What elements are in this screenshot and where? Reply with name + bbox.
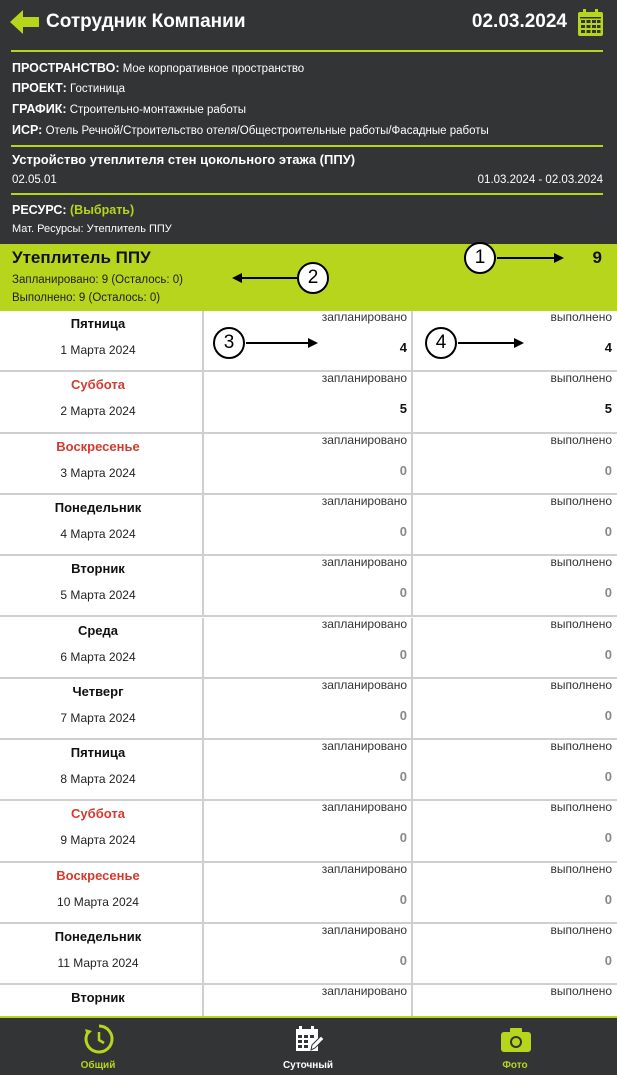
resource-name: Утеплитель ППУ bbox=[12, 248, 151, 267]
day-cell bbox=[0, 495, 202, 554]
done-cell[interactable] bbox=[411, 434, 617, 493]
divider bbox=[11, 50, 603, 52]
done-value: 0 bbox=[604, 830, 612, 846]
done-label: выполнено bbox=[550, 861, 612, 876]
divider bbox=[11, 193, 603, 195]
resource-label: РЕСУРС: bbox=[12, 203, 67, 217]
task-title: Устройство утеплителя стен цокольного этажа (ППУ) bbox=[12, 152, 356, 167]
day-cell bbox=[0, 924, 202, 983]
planned-summary: Запланировано: 9 (Осталось: 0) bbox=[12, 274, 183, 286]
camera-icon bbox=[500, 1023, 532, 1055]
planned-value: 0 bbox=[399, 646, 407, 662]
day-name: Суббота bbox=[71, 806, 125, 822]
day-date: 2 Марта 2024 bbox=[60, 404, 136, 419]
done-label: выполнено bbox=[550, 616, 612, 631]
tab-daily-label: Суточный bbox=[282, 1060, 334, 1071]
planned-value: 0 bbox=[399, 462, 407, 478]
planned-cell[interactable] bbox=[202, 618, 412, 677]
day-name: Воскресенье bbox=[56, 867, 140, 883]
day-list[interactable] bbox=[0, 311, 617, 1016]
done-label: выполнено bbox=[550, 800, 612, 815]
planned-label: запланировано bbox=[321, 555, 407, 570]
planned-cell[interactable] bbox=[202, 985, 412, 1016]
planned-value: 0 bbox=[399, 891, 407, 907]
day-date: 3 Марта 2024 bbox=[60, 465, 136, 480]
planned-cell[interactable] bbox=[202, 556, 412, 615]
planned-label: запланировано bbox=[321, 861, 407, 876]
planned-cell[interactable] bbox=[202, 434, 412, 493]
planned-value: 0 bbox=[399, 707, 407, 723]
tab-general[interactable] bbox=[38, 1018, 158, 1075]
day-name: Воскресенье bbox=[56, 438, 140, 454]
day-date: 1 Марта 2024 bbox=[60, 343, 136, 357]
done-label: выполнено bbox=[550, 371, 612, 386]
done-label: выполнено bbox=[550, 493, 612, 508]
day-row[interactable] bbox=[0, 801, 617, 862]
planned-value: 0 bbox=[399, 523, 407, 539]
daily-edit-icon bbox=[293, 1023, 325, 1055]
clock-icon bbox=[83, 1023, 115, 1055]
day-date: 11 Марта 2024 bbox=[57, 956, 139, 970]
day-cell bbox=[0, 740, 202, 799]
project-label: ПРОЕКТ: bbox=[12, 81, 67, 95]
day-row[interactable] bbox=[0, 372, 617, 433]
tab-daily[interactable] bbox=[248, 1018, 368, 1075]
day-date: 7 Марта 2024 bbox=[60, 710, 136, 725]
day-date: 5 Марта 2024 bbox=[60, 588, 136, 603]
done-value: 0 bbox=[604, 769, 612, 785]
planned-cell[interactable] bbox=[202, 372, 412, 431]
done-cell[interactable] bbox=[411, 924, 617, 983]
space-line bbox=[12, 61, 304, 75]
bottom-tab-bar bbox=[0, 1016, 617, 1075]
calendar-icon[interactable] bbox=[578, 9, 603, 36]
day-date: 6 Марта 2024 bbox=[60, 649, 136, 664]
done-label: выполнено bbox=[550, 923, 612, 937]
planned-value: 5 bbox=[399, 401, 407, 417]
planned-label: запланировано bbox=[321, 311, 407, 324]
done-value: 0 bbox=[604, 953, 612, 968]
day-cell bbox=[0, 863, 202, 922]
page-title: Сотрудник Компании bbox=[46, 11, 246, 32]
header-panel bbox=[0, 0, 617, 244]
day-cell bbox=[0, 679, 202, 738]
isr-line bbox=[12, 123, 489, 137]
done-cell[interactable] bbox=[411, 863, 617, 922]
day-row[interactable] bbox=[0, 679, 617, 740]
tab-photo-label: Фото bbox=[502, 1060, 528, 1071]
planned-value: 0 bbox=[399, 585, 407, 601]
day-row[interactable] bbox=[0, 740, 617, 801]
done-value: 5 bbox=[604, 401, 612, 417]
day-name: Пятница bbox=[70, 316, 126, 331]
planned-value: 0 bbox=[399, 769, 407, 785]
done-value: 0 bbox=[604, 707, 612, 723]
day-name: Пятница bbox=[70, 745, 126, 761]
schedule-value: Строительно-монтажные работы bbox=[69, 104, 247, 116]
planned-cell[interactable] bbox=[202, 679, 412, 738]
done-value: 0 bbox=[604, 523, 612, 539]
planned-label: запланировано bbox=[321, 371, 407, 386]
isr-value: Отель Речной/Строительство отеля/Общестроительные работы/Фасадные работы bbox=[45, 125, 489, 137]
day-name: Вторник bbox=[71, 561, 125, 577]
done-cell[interactable] bbox=[411, 556, 617, 615]
day-row[interactable] bbox=[0, 311, 617, 372]
day-cell bbox=[0, 311, 202, 370]
done-cell[interactable] bbox=[411, 618, 617, 677]
schedule-label: ГРАФИК: bbox=[12, 102, 67, 116]
callout-4: 4 bbox=[425, 327, 457, 359]
isr-label: ИСР: bbox=[12, 123, 43, 137]
done-value: 0 bbox=[604, 462, 612, 478]
day-name: Вторник bbox=[71, 990, 125, 1006]
day-name: Понедельник bbox=[54, 499, 142, 515]
planned-value: 4 bbox=[399, 340, 407, 355]
day-cell bbox=[0, 372, 202, 431]
day-date: 4 Марта 2024 bbox=[60, 526, 136, 541]
done-cell[interactable] bbox=[411, 679, 617, 738]
day-cell bbox=[0, 434, 202, 493]
planned-label: запланировано bbox=[321, 493, 407, 508]
planned-value: 0 bbox=[399, 830, 407, 846]
done-cell[interactable] bbox=[411, 495, 617, 554]
done-value: 0 bbox=[604, 646, 612, 662]
planned-cell[interactable] bbox=[202, 801, 412, 860]
resource-line bbox=[12, 203, 134, 217]
done-cell[interactable] bbox=[411, 372, 617, 431]
planned-cell[interactable] bbox=[202, 924, 412, 983]
planned-label: запланировано bbox=[321, 923, 407, 937]
day-date: 9 Марта 2024 bbox=[60, 833, 136, 848]
current-date: 02.03.2024 bbox=[471, 11, 567, 32]
callout-2: 2 bbox=[297, 262, 329, 294]
resource-total: 9 bbox=[592, 248, 602, 267]
day-name: Среда bbox=[77, 622, 119, 638]
done-label: выполнено bbox=[550, 739, 612, 754]
task-code: 02.05.01 bbox=[12, 174, 57, 186]
done-cell[interactable] bbox=[411, 801, 617, 860]
planned-label: запланировано bbox=[321, 616, 407, 631]
done-value: 0 bbox=[604, 891, 612, 907]
tab-photo[interactable] bbox=[455, 1018, 575, 1075]
day-cell bbox=[0, 801, 202, 860]
day-row[interactable] bbox=[0, 985, 617, 1016]
day-date: 10 Марта 2024 bbox=[57, 894, 139, 909]
planned-value: 0 bbox=[399, 953, 407, 968]
done-label: выполнено bbox=[550, 311, 612, 324]
day-cell bbox=[0, 618, 202, 677]
done-label: выполнено bbox=[550, 984, 612, 999]
day-date: 8 Марта 2024 bbox=[60, 772, 136, 787]
callout-1: 1 bbox=[464, 242, 496, 274]
callout-3: 3 bbox=[213, 327, 245, 359]
day-row[interactable] bbox=[0, 924, 617, 985]
done-label: выполнено bbox=[550, 555, 612, 570]
planned-cell[interactable] bbox=[202, 740, 412, 799]
planned-label: запланировано bbox=[321, 984, 407, 999]
project-value: Гостиница bbox=[70, 83, 126, 95]
day-name: Понедельник bbox=[54, 929, 142, 944]
day-row[interactable] bbox=[0, 434, 617, 495]
done-cell[interactable] bbox=[411, 985, 617, 1016]
day-name: Суббота bbox=[71, 377, 125, 393]
planned-label: запланировано bbox=[321, 432, 407, 447]
done-value: 0 bbox=[604, 585, 612, 601]
back-arrow-icon[interactable] bbox=[10, 10, 40, 34]
planned-label: запланировано bbox=[321, 739, 407, 754]
day-row[interactable] bbox=[0, 618, 617, 679]
planned-label: запланировано bbox=[321, 800, 407, 815]
day-name: Четверг bbox=[72, 683, 124, 699]
top-bar bbox=[0, 0, 617, 44]
resource-pick-link[interactable]: (Выбрать) bbox=[70, 203, 135, 217]
done-summary: Выполнено: 9 (Осталось: 0) bbox=[12, 292, 161, 304]
planned-cell[interactable] bbox=[202, 495, 412, 554]
day-cell bbox=[0, 556, 202, 615]
day-row[interactable] bbox=[0, 863, 617, 924]
done-cell[interactable] bbox=[411, 740, 617, 799]
task-period: 01.03.2024 - 02.03.2024 bbox=[477, 174, 603, 186]
done-value: 4 bbox=[604, 340, 612, 355]
divider bbox=[11, 145, 603, 147]
day-row[interactable] bbox=[0, 556, 617, 617]
project-line bbox=[12, 81, 125, 95]
planned-cell[interactable] bbox=[202, 863, 412, 922]
planned-label: запланировано bbox=[321, 677, 407, 692]
resource-subtitle: Мат. Ресурсы: Утеплитель ППУ bbox=[12, 223, 172, 235]
tab-general-label: Общий bbox=[80, 1060, 116, 1071]
space-value: Мое корпоративное пространство bbox=[122, 63, 305, 75]
done-label: выполнено bbox=[550, 677, 612, 692]
schedule-line bbox=[12, 102, 246, 116]
done-label: выполнено bbox=[550, 432, 612, 447]
space-label: ПРОСТРАНСТВО: bbox=[12, 61, 120, 75]
day-cell bbox=[0, 985, 202, 1016]
day-row[interactable] bbox=[0, 495, 617, 556]
